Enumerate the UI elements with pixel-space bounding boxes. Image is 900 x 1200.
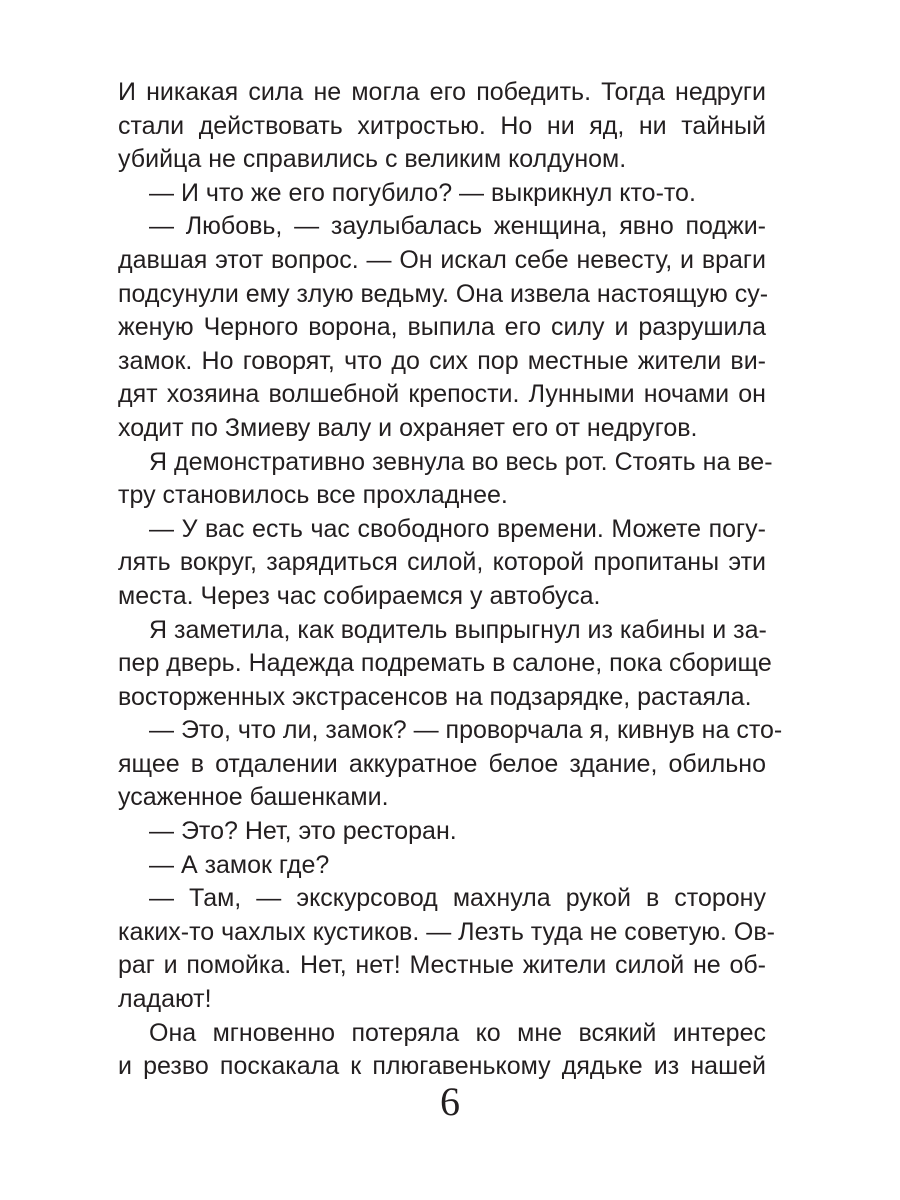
text-line: стали действовать хитростью. Но ни яд, ни тайный [118,111,766,140]
text-line: — И что же его погубило? — выкрикнул кто-то. [149,178,696,207]
text-line: усаженное башенками. [118,783,389,812]
page-number: 6 [440,1079,460,1124]
text-line: давшая этот вопрос. — Он искал себе невесту, и враги [118,245,766,274]
text-line: — Это, что ли, замок? — проворчала я, кивнув на сто- [149,716,783,745]
text-line: тру становилось все прохладнее. [118,481,508,510]
text-line: — Любовь, — заулыбалась женщина, явно поджи- [149,212,766,241]
text-line: Я заметила, как водитель выпрыгнул из кабины и за- [149,615,767,644]
text-line: каких-то чахлых кустиков. — Лезть туда не советую. Ов- [118,917,775,946]
text-line: раг и помойка. Нет, нет! Местные жители силой не об- [118,951,766,980]
text-line: восторженных экстрасенсов на подзарядке, растаяла. [118,682,752,711]
text-line: Я демонстративно зевнула во весь рот. Стоять на ве- [149,447,773,476]
text-line: места. Через час собираемся у автобуса. [118,581,601,610]
text-line: — А замок где? [149,850,330,879]
text-line: — Там, — экскурсовод махнула рукой в сторону [149,884,766,913]
text-line: И никакая сила не могла его победить. Тогда недруги [118,78,766,106]
text-line: лять вокруг, зарядиться силой, которой пропитаны эти [118,548,766,577]
text-line: — Это? Нет, это ресторан. [149,817,457,846]
text-line: замок. Но говорят, что до сих пор местные жители ви- [118,346,766,375]
text-line: дят хозяина волшебной крепости. Лунными ночами он [118,380,766,409]
text-line: Она мгновенно потеряла ко мне всякий интерес [149,1018,766,1047]
text-line: женую Черного ворона, выпила его силу и разрушила [118,313,766,342]
text-line: ходит по Змиеву валу и охраняет его от недругов. [118,413,698,442]
text-line: ящее в отдалении аккуратное белое здание, обильно [118,749,766,778]
text-line: — У вас есть час свободного времени. Можете погу- [149,514,766,543]
text-line: подсунули ему злую ведьму. Она извела настоящую су- [118,279,769,308]
text-line: пер дверь. Надежда подремать в салоне, пока сборище [118,649,772,678]
text-line: и резво поскакала к плюгавенькому дядьке из нашей [118,1052,766,1081]
body-text [118,76,783,1084]
text-line: убийца не справились с великим колдуном. [118,145,627,174]
text-line: ладают! [118,985,212,1014]
